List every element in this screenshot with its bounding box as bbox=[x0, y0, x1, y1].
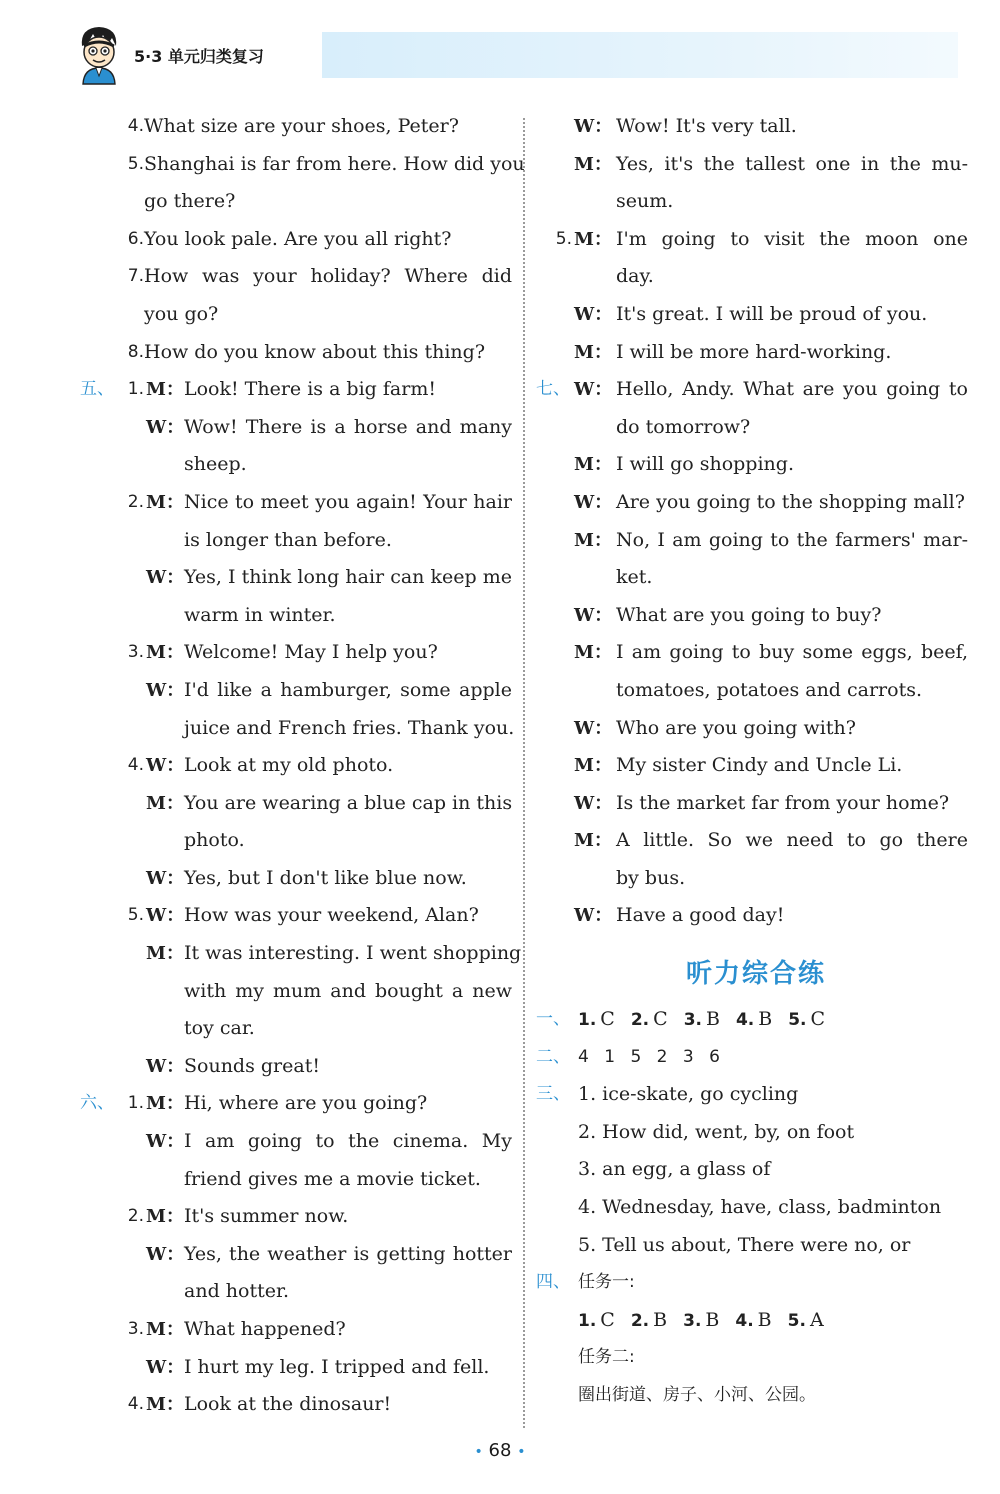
speaker-label: W： bbox=[574, 717, 613, 739]
item-number: 2. bbox=[127, 1206, 144, 1227]
text-line bbox=[80, 334, 520, 372]
line-text: You are wearing a blue cap in this bbox=[184, 791, 513, 814]
line-text: warm in winter. bbox=[184, 603, 336, 626]
speaker-label: W： bbox=[146, 416, 185, 438]
speaker-label: W： bbox=[146, 905, 185, 927]
answer-item bbox=[736, 1008, 772, 1030]
line-text: I will be more hard-working. bbox=[616, 340, 892, 363]
line-text: sheep. bbox=[184, 453, 247, 476]
speaker-label: M： bbox=[146, 491, 184, 513]
speaker-name: W bbox=[574, 303, 595, 325]
speaker-name: M bbox=[574, 153, 594, 175]
line-text: go there? bbox=[144, 190, 236, 213]
line-text: Look! There is a big farm! bbox=[184, 378, 436, 401]
item-number: 1. bbox=[127, 379, 144, 400]
text-line bbox=[80, 221, 520, 259]
speaker-label: M： bbox=[146, 1319, 184, 1340]
text-line bbox=[80, 1161, 520, 1199]
text-line bbox=[80, 1349, 520, 1387]
speaker-label: W： bbox=[574, 905, 613, 927]
speaker-label: W： bbox=[574, 379, 613, 401]
answer-choice: A bbox=[809, 1308, 824, 1331]
speaker-name: W bbox=[574, 717, 595, 739]
text-line bbox=[80, 935, 520, 973]
line-text: Yes, I think long hair can keep me bbox=[184, 566, 512, 589]
answer-item bbox=[631, 1008, 668, 1030]
line-text: I will go shopping. bbox=[616, 453, 794, 476]
text-line bbox=[80, 710, 520, 748]
text-line bbox=[536, 710, 976, 748]
speaker-name: W bbox=[574, 491, 595, 513]
line-text: tomatoes, potatoes and carrots. bbox=[616, 678, 923, 701]
text-line bbox=[80, 1386, 520, 1424]
answer-text: 1. ice-skate, go cycling bbox=[578, 1083, 799, 1106]
text-line bbox=[536, 785, 976, 823]
speaker-name: W bbox=[146, 755, 167, 777]
answer-number: 1. bbox=[578, 1010, 597, 1031]
speaker-name: W bbox=[146, 1055, 167, 1077]
speaker-label: W： bbox=[574, 792, 613, 814]
left-column bbox=[80, 108, 525, 1424]
text-line bbox=[536, 183, 976, 221]
answer-text: 5. Tell us about, There were no, or bbox=[578, 1233, 911, 1256]
line-text: is longer than before. bbox=[184, 528, 392, 551]
speaker-label: M： bbox=[146, 792, 184, 814]
speaker-label: M： bbox=[146, 1093, 184, 1115]
answer-item bbox=[578, 1008, 615, 1030]
page-number: • 68 • bbox=[474, 1440, 526, 1461]
speaker-name: W bbox=[574, 379, 595, 401]
section-marker: 二、 bbox=[536, 1046, 570, 1067]
line-text: How do you know about this thing? bbox=[144, 340, 486, 363]
speaker-name: M bbox=[146, 1206, 166, 1228]
line-text: toy car. bbox=[184, 1017, 255, 1040]
answer-choice: B bbox=[705, 1008, 720, 1031]
text-line bbox=[536, 897, 976, 935]
speaker-label: M： bbox=[146, 1394, 184, 1416]
page-header bbox=[0, 0, 1000, 100]
speaker-label: M： bbox=[146, 943, 184, 965]
speaker-name: W bbox=[146, 679, 167, 701]
task-label: 任务二: bbox=[578, 1347, 635, 1368]
speaker-name: W bbox=[146, 905, 167, 927]
text-line bbox=[80, 1048, 520, 1086]
text-line bbox=[80, 559, 520, 597]
right-dialogue bbox=[536, 108, 976, 935]
item-number: 5. bbox=[127, 153, 144, 174]
item-number: 4. bbox=[127, 116, 144, 136]
text-line bbox=[80, 108, 520, 146]
text-line bbox=[536, 822, 976, 860]
text-line bbox=[80, 409, 520, 447]
answer-number: 1. bbox=[578, 1310, 597, 1331]
speaker-name: W bbox=[574, 604, 595, 626]
line-text: Are you going to the shopping mall? bbox=[616, 490, 965, 513]
answer-item bbox=[631, 1309, 667, 1331]
line-text: Is the market far from your home? bbox=[616, 791, 950, 814]
answer-choice: B bbox=[758, 1008, 773, 1031]
line-text: with my mum and bought a new bbox=[184, 979, 512, 1002]
answer-number: 4. bbox=[735, 1310, 754, 1331]
text-line bbox=[80, 371, 520, 409]
text-line bbox=[80, 522, 520, 560]
line-text: day. bbox=[616, 265, 654, 288]
answer-items bbox=[578, 1001, 841, 1040]
line-text: What are you going to buy? bbox=[616, 603, 882, 626]
answer-number: 3. bbox=[683, 1010, 702, 1031]
speaker-name: M bbox=[146, 1394, 166, 1416]
speaker-label: W： bbox=[146, 1243, 185, 1265]
speaker-name: M bbox=[146, 642, 166, 664]
line-text: It's summer now. bbox=[184, 1205, 349, 1228]
text-line bbox=[80, 1311, 520, 1349]
answer-number: 5. bbox=[788, 1010, 807, 1031]
line-text: Yes, the weather is getting hotter bbox=[184, 1242, 512, 1265]
answer-choice: C bbox=[653, 1008, 668, 1031]
text-line bbox=[536, 597, 976, 635]
line-text: I'd like a hamburger, some apple bbox=[184, 678, 512, 701]
answer-choice: C bbox=[600, 1308, 615, 1331]
column-divider bbox=[523, 118, 525, 1428]
speaker-name: W bbox=[146, 867, 167, 889]
line-text: and hotter. bbox=[184, 1280, 289, 1303]
right-column bbox=[536, 108, 976, 1415]
text-line bbox=[80, 1236, 520, 1274]
speaker-name: M bbox=[574, 341, 594, 363]
line-text: Look at my old photo. bbox=[184, 754, 394, 777]
line-text: How was your holiday? Where did bbox=[144, 265, 512, 288]
speaker-name: M bbox=[146, 943, 166, 965]
speaker-label: W： bbox=[574, 604, 613, 626]
line-text: Sounds great! bbox=[184, 1054, 320, 1077]
speaker-name: M bbox=[574, 642, 594, 664]
line-text: Shanghai is far from here. How did you bbox=[144, 152, 525, 175]
text-line bbox=[536, 860, 976, 898]
speaker-name: W bbox=[146, 1131, 167, 1153]
speaker-label: M： bbox=[574, 153, 612, 175]
answer-line bbox=[536, 1339, 976, 1377]
brand-title: 5·3 单元归类复习 bbox=[134, 47, 264, 66]
text-line bbox=[536, 334, 976, 372]
line-text: Nice to meet you again! Your hair bbox=[184, 490, 512, 513]
text-line bbox=[80, 1085, 520, 1123]
line-text: I am going to the cinema. My bbox=[184, 1130, 512, 1153]
text-line bbox=[536, 258, 976, 296]
speaker-name: W bbox=[146, 567, 167, 589]
text-line bbox=[536, 559, 976, 597]
line-text: Welcome! May I help you? bbox=[184, 641, 438, 664]
text-line bbox=[80, 484, 520, 522]
answer-text: 3. an egg, a glass of bbox=[578, 1158, 771, 1181]
answer-item bbox=[788, 1309, 824, 1331]
item-number: 3. bbox=[127, 642, 144, 663]
answer-item bbox=[683, 1309, 719, 1331]
text-line bbox=[80, 183, 520, 221]
speaker-label: W： bbox=[146, 567, 185, 589]
text-line bbox=[80, 973, 520, 1011]
answer-line bbox=[536, 1076, 976, 1114]
answer-choice: B bbox=[757, 1308, 772, 1331]
item-number: 2. bbox=[127, 491, 144, 512]
answers-section bbox=[536, 1001, 976, 1415]
answer-choice: C bbox=[600, 1008, 615, 1031]
line-text: Hello, Andy. What are you going to bbox=[616, 378, 968, 401]
text-line bbox=[80, 860, 520, 898]
line-text: What size are your shoes, Peter? bbox=[144, 115, 459, 137]
line-text: juice and French fries. Thank you. bbox=[184, 716, 515, 739]
line-text: No, I am going to the farmers' mar- bbox=[616, 528, 968, 551]
text-line bbox=[80, 446, 520, 484]
item-number: 7. bbox=[127, 266, 144, 287]
answer-item bbox=[788, 1008, 825, 1030]
answer-text: 4. Wednesday, have, class, badminton bbox=[578, 1196, 942, 1219]
answer-number: 4. bbox=[735, 1010, 755, 1031]
line-text: A little. So we need to go there bbox=[616, 829, 968, 852]
text-line bbox=[536, 522, 976, 560]
speaker-name: W bbox=[146, 416, 167, 438]
section-marker: 三、 bbox=[536, 1084, 570, 1105]
speaker-name: W bbox=[574, 116, 595, 137]
text-line bbox=[536, 747, 976, 785]
text-line bbox=[536, 634, 976, 672]
speaker-label: W： bbox=[146, 867, 185, 889]
speaker-name: M bbox=[574, 755, 594, 777]
task-answer: 圈出街道、房子、小河、公园。 bbox=[578, 1385, 816, 1405]
speaker-name: M bbox=[574, 529, 594, 551]
text-line bbox=[80, 1123, 520, 1161]
speaker-name: M bbox=[146, 491, 166, 513]
item-number: 1. bbox=[127, 1093, 144, 1114]
speaker-label: W： bbox=[574, 303, 613, 325]
speaker-label: W： bbox=[146, 755, 185, 777]
line-text: Wow! There is a horse and many bbox=[184, 415, 512, 438]
text-line bbox=[80, 296, 520, 334]
answer-items bbox=[578, 1302, 840, 1341]
speaker-label: M： bbox=[574, 454, 612, 476]
text-line bbox=[80, 258, 520, 296]
speaker-label: M： bbox=[146, 1206, 184, 1228]
speaker-label: W： bbox=[146, 679, 185, 701]
speaker-label: M： bbox=[574, 228, 612, 250]
line-text: I'm going to visit the moon one bbox=[616, 227, 968, 250]
answer-line bbox=[536, 1377, 976, 1415]
text-line bbox=[80, 1010, 520, 1048]
item-number: 5. bbox=[127, 905, 144, 926]
speaker-name: W bbox=[146, 1356, 167, 1378]
mascot-icon bbox=[74, 24, 124, 86]
section-marker: 六、 bbox=[80, 1093, 114, 1114]
speaker-label: W： bbox=[574, 491, 613, 513]
answer-number: 5. bbox=[787, 1310, 806, 1331]
line-text: I hurt my leg. I tripped and fell. bbox=[184, 1355, 490, 1378]
speaker-label: W： bbox=[146, 1055, 185, 1077]
line-text: It's great. I will be proud of you. bbox=[616, 302, 928, 325]
speaker-name: M bbox=[146, 1093, 166, 1115]
speaker-label: W： bbox=[146, 1356, 185, 1378]
answer-number: 2. bbox=[630, 1310, 650, 1331]
speaker-name: M bbox=[574, 830, 594, 852]
answer-number: 3. bbox=[683, 1310, 702, 1331]
text-line bbox=[80, 747, 520, 785]
answer-text: 2. How did, went, by, on foot bbox=[578, 1120, 855, 1143]
speaker-name: W bbox=[574, 905, 595, 927]
speaker-label: M： bbox=[574, 830, 612, 852]
line-text: How was your weekend, Alan? bbox=[184, 904, 479, 927]
line-text: Hi, where are you going? bbox=[184, 1092, 428, 1115]
speaker-label: M： bbox=[146, 379, 184, 401]
text-line bbox=[536, 484, 976, 522]
line-text: Have a good day! bbox=[616, 904, 785, 927]
answer-line bbox=[536, 1114, 976, 1152]
text-line bbox=[80, 1198, 520, 1236]
answer-line bbox=[536, 1302, 976, 1340]
section-marker: 七、 bbox=[536, 379, 570, 400]
text-line bbox=[80, 1273, 520, 1311]
line-text: Look at the dinosaur! bbox=[184, 1393, 392, 1416]
answer-item bbox=[578, 1309, 615, 1331]
text-line bbox=[80, 672, 520, 710]
line-text: Yes, it's the tallest one in the mu- bbox=[616, 152, 968, 175]
answer-number: 2. bbox=[630, 1010, 650, 1031]
speaker-label: M： bbox=[574, 642, 612, 664]
answer-choice: B bbox=[653, 1308, 668, 1331]
speaker-name: M bbox=[146, 792, 166, 814]
speaker-label: M： bbox=[146, 642, 184, 664]
text-line bbox=[80, 634, 520, 672]
item-number: 4. bbox=[127, 755, 144, 776]
line-text: Wow! It's very tall. bbox=[616, 115, 797, 137]
speaker-label: M： bbox=[574, 529, 612, 551]
text-line bbox=[536, 146, 976, 184]
line-text: friend gives me a movie ticket. bbox=[184, 1167, 481, 1190]
line-text: I am going to buy some eggs, beef, bbox=[616, 641, 968, 664]
line-text: photo. bbox=[184, 829, 245, 852]
answer-line bbox=[536, 1227, 976, 1265]
answer-order: 4 1 5 2 3 6 bbox=[578, 1046, 720, 1067]
text-line bbox=[536, 221, 976, 259]
speaker-name: M bbox=[574, 454, 594, 476]
speaker-label: W： bbox=[574, 116, 613, 137]
section-heading: 听力综合练 bbox=[685, 959, 826, 990]
task-label: 任务一: bbox=[578, 1272, 635, 1293]
speaker-label: W： bbox=[146, 1131, 185, 1153]
item-number: 8. bbox=[127, 341, 144, 362]
line-text: do tomorrow? bbox=[616, 415, 751, 438]
speaker-name: M bbox=[146, 379, 166, 401]
line-text: ket. bbox=[616, 566, 653, 589]
item-number: 4. bbox=[127, 1394, 144, 1415]
item-number: 5. bbox=[555, 228, 572, 249]
speaker-name: M bbox=[146, 1319, 166, 1340]
speaker-name: M bbox=[574, 228, 594, 250]
header-banner bbox=[322, 32, 958, 78]
text-line bbox=[80, 822, 520, 860]
speaker-label: M： bbox=[574, 341, 612, 363]
speaker-name: W bbox=[574, 792, 595, 814]
line-text: by bus. bbox=[616, 866, 686, 889]
answer-line bbox=[536, 1001, 976, 1039]
line-text: You look pale. Are you all right? bbox=[144, 227, 452, 250]
text-line bbox=[80, 897, 520, 935]
answer-item bbox=[735, 1309, 771, 1331]
line-text: It was interesting. I went shopping bbox=[184, 942, 522, 965]
answer-choice: B bbox=[705, 1308, 720, 1331]
section-marker: 一、 bbox=[536, 1009, 570, 1030]
answer-line bbox=[536, 1151, 976, 1189]
text-line bbox=[536, 672, 976, 710]
text-line bbox=[536, 108, 976, 146]
line-text: Yes, but I don't like blue now. bbox=[184, 866, 467, 889]
line-text: Who are you going with? bbox=[616, 716, 856, 739]
line-text: My sister Cindy and Uncle Li. bbox=[616, 754, 903, 777]
speaker-label: M： bbox=[574, 755, 612, 777]
line-text: you go? bbox=[144, 302, 219, 325]
line-text: seum. bbox=[616, 190, 674, 213]
text-line bbox=[536, 409, 976, 447]
text-line bbox=[80, 146, 525, 184]
item-number: 6. bbox=[127, 228, 144, 249]
text-line bbox=[536, 371, 976, 409]
text-line bbox=[536, 446, 976, 484]
answer-choice: C bbox=[810, 1008, 826, 1031]
speaker-name: W bbox=[146, 1243, 167, 1265]
item-number: 3. bbox=[127, 1319, 144, 1339]
section-marker: 四、 bbox=[536, 1272, 570, 1293]
text-line bbox=[80, 597, 520, 635]
answer-item bbox=[684, 1008, 720, 1030]
text-line bbox=[536, 296, 976, 334]
line-text: What happened? bbox=[184, 1318, 346, 1340]
text-line bbox=[80, 785, 520, 823]
section-marker: 五、 bbox=[80, 379, 114, 400]
answer-line bbox=[536, 1039, 976, 1077]
answer-line bbox=[536, 1189, 976, 1227]
answer-line bbox=[536, 1264, 976, 1302]
